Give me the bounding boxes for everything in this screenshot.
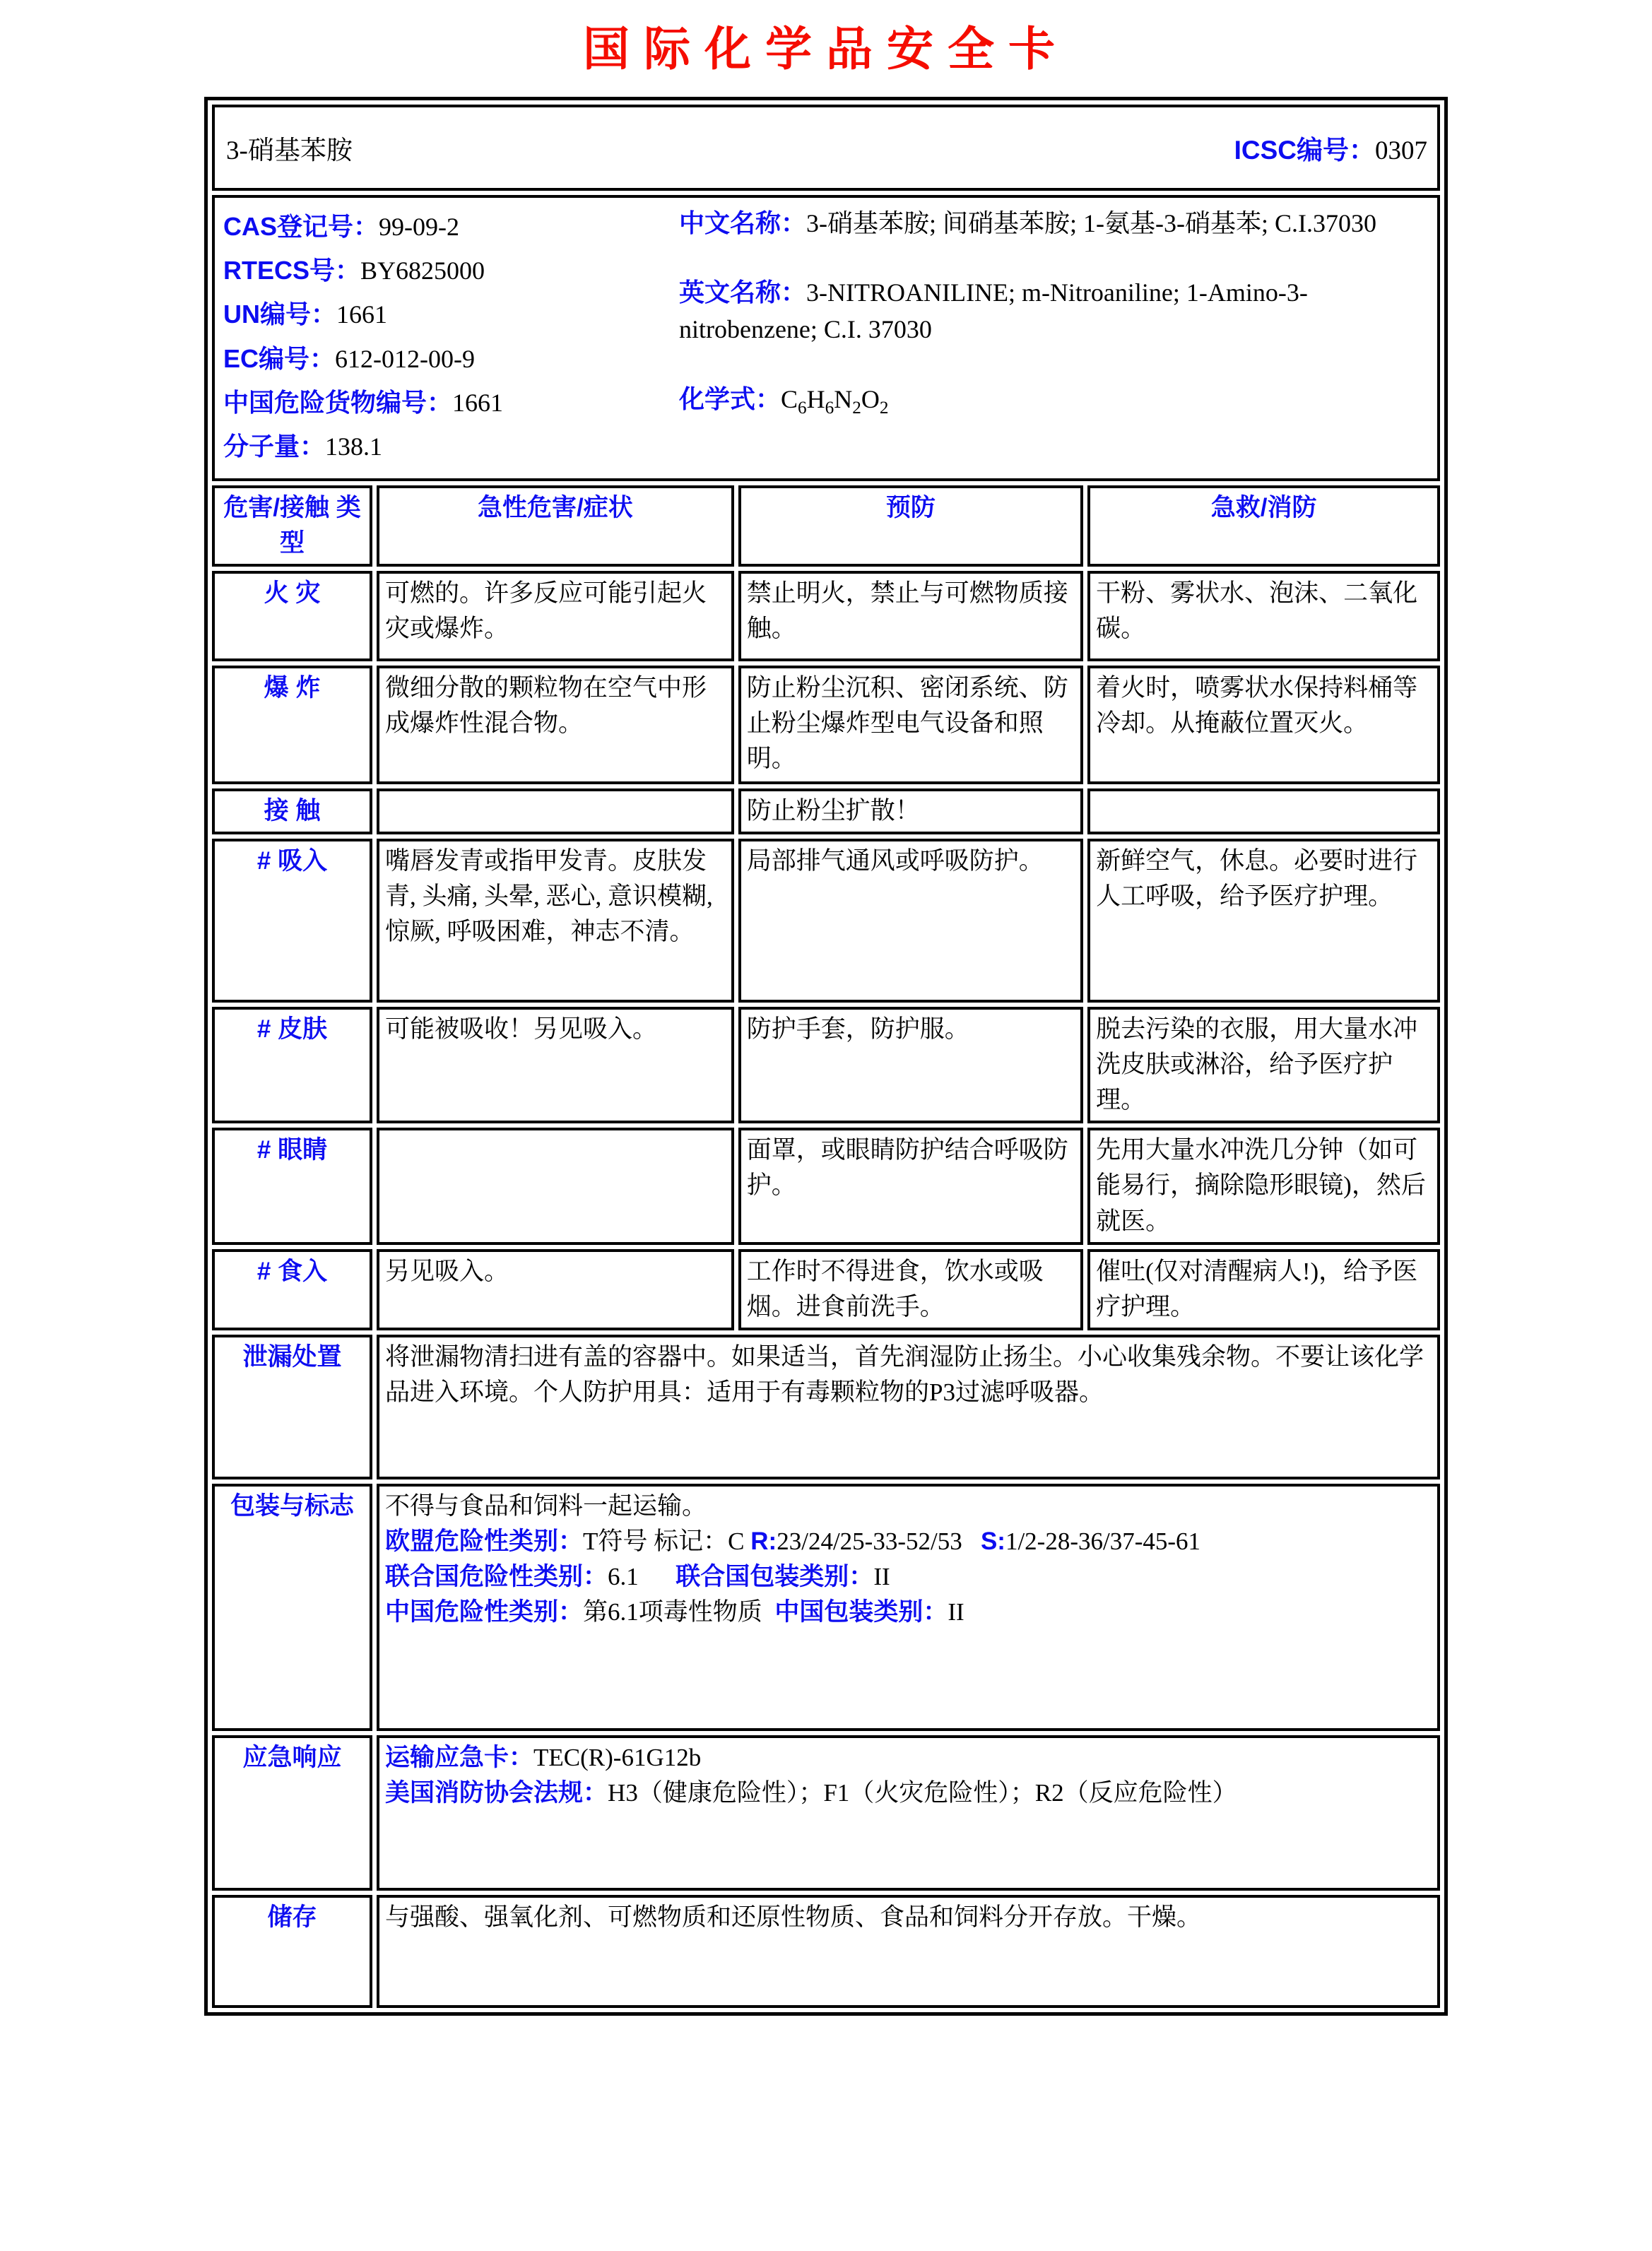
- chinese-name-value: 3-硝基苯胺; 间硝基苯胺; 1-氨基-3-硝基苯; C.I.37030: [806, 209, 1376, 237]
- packaging-labeling-label: 包装与标志: [212, 1484, 372, 1731]
- fire-row: [212, 571, 1440, 661]
- inhalation-row: [212, 839, 1440, 1003]
- cas-value: 99-09-2: [379, 213, 459, 241]
- fire-firstaid: 干粉、雾状水、泡沫、二氧化碳。: [1087, 571, 1440, 661]
- inhalation-prevention: 局部排气通风或呼吸防护。: [738, 839, 1083, 1003]
- eu-hazard-class-line: 欧盟危险性类别：T符号 标记：C R:23/24/25-33-52/53 S:1/2-28-36/37-45-61: [385, 1527, 1201, 1555]
- explosion-prevention: 防止粉尘沉积、密闭系统、防止粉尘爆炸型电气设备和照明。: [738, 666, 1083, 784]
- contact-symptoms: [377, 788, 734, 834]
- china-dg-number-line: [223, 381, 679, 425]
- english-name-label: 英文名称：: [679, 278, 807, 307]
- identifiers-section: [212, 195, 1440, 481]
- eyes-prevention: 面罩，或眼睛防护结合呼吸防护。: [738, 1128, 1083, 1244]
- ingestion-symptoms: 另见吸入。: [377, 1249, 734, 1330]
- skin-firstaid: 脱去污染的衣服，用大量水冲洗皮肤或淋浴，给予医疗护理。: [1087, 1007, 1440, 1123]
- fire-label: 火 灾: [212, 571, 372, 661]
- storage-row: [212, 1895, 1440, 2008]
- explosion-firstaid: 着火时，喷雾状水保持料桶等冷却。从掩蔽位置灭火。: [1087, 666, 1440, 784]
- registry-numbers: [223, 205, 679, 468]
- fire-symptoms: 可燃的。许多反应可能引起火灾或爆炸。: [377, 571, 734, 661]
- storage-label: 储存: [212, 1895, 372, 2008]
- spill-disposal-content: [377, 1335, 1440, 1479]
- chinese-name-line: [679, 205, 1427, 242]
- explosion-row: [212, 666, 1440, 784]
- un-hazard-class-line: 联合国危险性类别：6.1 联合国包装类别：II: [385, 1562, 890, 1590]
- storage-content: [377, 1895, 1440, 2008]
- ingestion-prevention: 工作时不得进食，饮水或吸烟。进食前洗手。: [738, 1249, 1083, 1330]
- storage-text: 与强酸、强氧化剂、可燃物质和还原性物质、食品和饲料分开存放。干燥。: [385, 1903, 1202, 1931]
- col-header-hazard-type: 危害/接触 类型: [212, 485, 372, 567]
- skin-row: [212, 1007, 1440, 1123]
- rtecs-label: RTECS号：: [223, 256, 361, 285]
- names-section: [679, 205, 1427, 468]
- mol-weight-line: [223, 425, 679, 468]
- explosion-symptoms: 微细分散的颗粒物在空气中形成爆炸性混合物。: [377, 666, 734, 784]
- un-label: UN编号：: [223, 300, 336, 329]
- formula-line: 化学式：$C_6H_6N_2O_2$: [679, 384, 889, 418]
- contact-prevention: 防止粉尘扩散！: [738, 788, 1083, 834]
- rtecs-value: BY6825000: [360, 256, 485, 285]
- chemical-name: 3-硝基苯胺: [226, 136, 353, 165]
- icsc-value: 0307: [1375, 136, 1427, 165]
- mol-weight-value: 138.1: [325, 432, 383, 461]
- ec-number-line: [223, 337, 679, 381]
- un-value: 1661: [336, 300, 387, 329]
- rtecs-number-line: [223, 249, 679, 293]
- china-dg-value: 1661: [452, 388, 504, 417]
- safety-card: [204, 97, 1448, 2016]
- inhalation-firstaid: 新鲜空气，休息。必要时进行人工呼吸，给予医疗护理。: [1087, 839, 1440, 1003]
- spill-disposal-text: 将泄漏物清扫进有盖的容器中。如果适当，首先润湿防止扬尘。小心收集残余物。不要让该化学品进入环境。个人防护用具：适用于有毒颗粒物的P3过滤呼吸器。: [385, 1342, 1424, 1406]
- hazard-table: [208, 481, 1444, 2012]
- emergency-response-content: [377, 1735, 1440, 1891]
- english-name-value: 3-NITROANILINE; m-Nitroaniline; 1-Amino-3-nitrobenzene; C.I. 37030: [679, 278, 1308, 344]
- skin-label: # 皮肤: [212, 1007, 372, 1123]
- emergency-response-label: 应急响应: [212, 1735, 372, 1891]
- contact-firstaid: [1087, 788, 1440, 834]
- ingestion-firstaid: 催吐(仅对清醒病人!)，给予医疗护理。: [1087, 1249, 1440, 1330]
- packaging-labeling-content: [377, 1484, 1440, 1731]
- chinese-name-label: 中文名称：: [679, 208, 807, 237]
- explosion-label: 爆 炸: [212, 666, 372, 784]
- inhalation-symptoms: 嘴唇发青或指甲发青。皮肤发青, 头痛, 头晕, 恶心, 意识模糊, 惊厥, 呼吸困难，神志不清。: [377, 839, 734, 1003]
- un-number-line: [223, 293, 679, 336]
- skin-symptoms: 可能被吸收！另见吸入。: [377, 1007, 734, 1123]
- china-hazard-class-line: 中国危险性类别：第6.1项毒性物质 中国包装类别：II: [385, 1597, 964, 1626]
- cas-number-line: [223, 205, 679, 249]
- ec-value: 612-012-00-9: [335, 344, 475, 373]
- spill-disposal-row: [212, 1335, 1440, 1479]
- icsc-number: [1234, 129, 1427, 167]
- english-name-line: [679, 274, 1427, 348]
- cas-label: CAS登记号：: [223, 212, 379, 241]
- skin-prevention: 防护手套，防护服。: [738, 1007, 1083, 1123]
- col-header-symptoms: 急性危害/症状: [377, 485, 734, 567]
- packaging-labeling-row: [212, 1484, 1440, 1731]
- ingestion-row: [212, 1249, 1440, 1330]
- nfpa-code-line: 美国消防协会法规：H3（健康危险性）；F1（火灾危险性）；R2（反应危险性）: [385, 1778, 1237, 1807]
- inhalation-label: # 吸入: [212, 839, 372, 1003]
- mol-weight-label: 分子量：: [223, 431, 326, 461]
- eyes-label: # 眼睛: [212, 1128, 372, 1244]
- ingestion-label: # 食入: [212, 1249, 372, 1330]
- page-title: 国际化学品安全卡: [583, 21, 1069, 76]
- card-header: [212, 105, 1440, 191]
- icsc-label: ICSC编号：: [1234, 136, 1375, 165]
- eyes-firstaid: 先用大量水冲洗几分钟（如可能易行，摘除隐形眼镜)，然后就医。: [1087, 1128, 1440, 1244]
- col-header-firstaid: 急救/消防: [1087, 485, 1440, 567]
- fire-prevention: 禁止明火，禁止与可燃物质接触。: [738, 571, 1083, 661]
- hazard-table-header-row: [212, 485, 1440, 567]
- contact-label: 接 触: [212, 788, 372, 834]
- ec-label: EC编号：: [223, 343, 336, 373]
- transport-restriction-text: 不得与食品和饲料一起运输。: [385, 1491, 707, 1520]
- col-header-prevention: 预防: [738, 485, 1083, 567]
- eyes-symptoms: [377, 1128, 734, 1244]
- transport-emergency-card-line: 运输应急卡：TEC(R)-61G12b: [385, 1743, 702, 1771]
- eyes-row: [212, 1128, 1440, 1244]
- china-dg-label: 中国危险货物编号：: [223, 387, 453, 417]
- contact-row: [212, 788, 1440, 834]
- emergency-response-row: [212, 1735, 1440, 1891]
- spill-disposal-label: 泄漏处置: [212, 1335, 372, 1479]
